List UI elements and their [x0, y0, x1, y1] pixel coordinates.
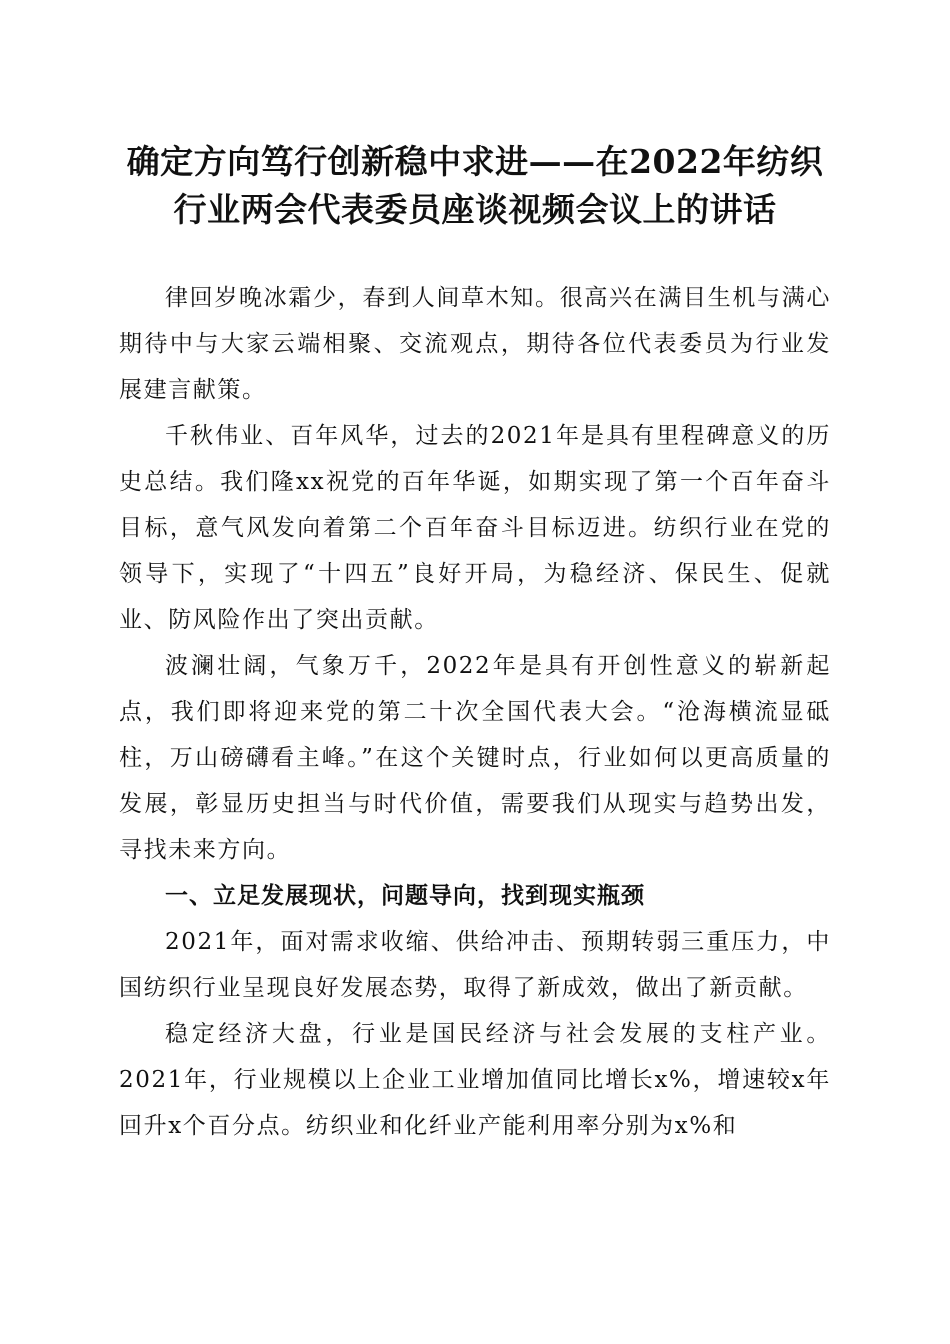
- document-body: [119, 275, 831, 1149]
- paragraph-section1-intro: 2021年，面对需求收缩、供给冲击、预期转弱三重压力，中国纺织行业呈现良好发展态势，取得了新成效，做出了新贡献。: [119, 929, 831, 1001]
- paragraph-2021-review: 千秋伟业、百年风华，过去的2021年是具有里程碑意义的历史总结。我们隆xx祝党的百年华诞，如期实现了第一个百年奋斗目标，意气风发向着第二个百年奋斗目标迈进。纺织行业在党的领导下，实现了“十四五”良好开局，为稳经济、保民生、促就业、防风险作出了突出贡献。: [119, 423, 831, 633]
- document-title: 确定方向笃行创新稳中求进——在2022年纺织行业两会代表委员座谈视频会议上的讲话: [126, 142, 824, 229]
- paragraph-2022-outlook: 波澜壮阔，气象万千，2022年是具有开创性意义的崭新起点，我们即将迎来党的第二十次全国代表大会。“沧海横流显砥柱，万山磅礴看主峰。”在这个关键时点，行业如何以更高质量的发展，彰显历史担当与时代价值，需要我们从现实与趋势出发，寻找未来方向。: [119, 653, 831, 863]
- section-heading-1: 一、立足发展现状，问题导向，找到现实瓶颈: [165, 883, 645, 909]
- paragraph-section1-economy: 稳定经济大盘，行业是国民经济与社会发展的支柱产业。2021年，行业规模以上企业工业增加值同比增长x%，增速较x年回升x个百分点。纺织业和化纤业产能利用率分别为x%和: [119, 1021, 831, 1139]
- paragraph-opening: 律回岁晚冰霜少，春到人间草木知。很高兴在满目生机与满心期待中与大家云端相聚、交流观点，期待各位代表委员为行业发展建言献策。: [119, 285, 831, 403]
